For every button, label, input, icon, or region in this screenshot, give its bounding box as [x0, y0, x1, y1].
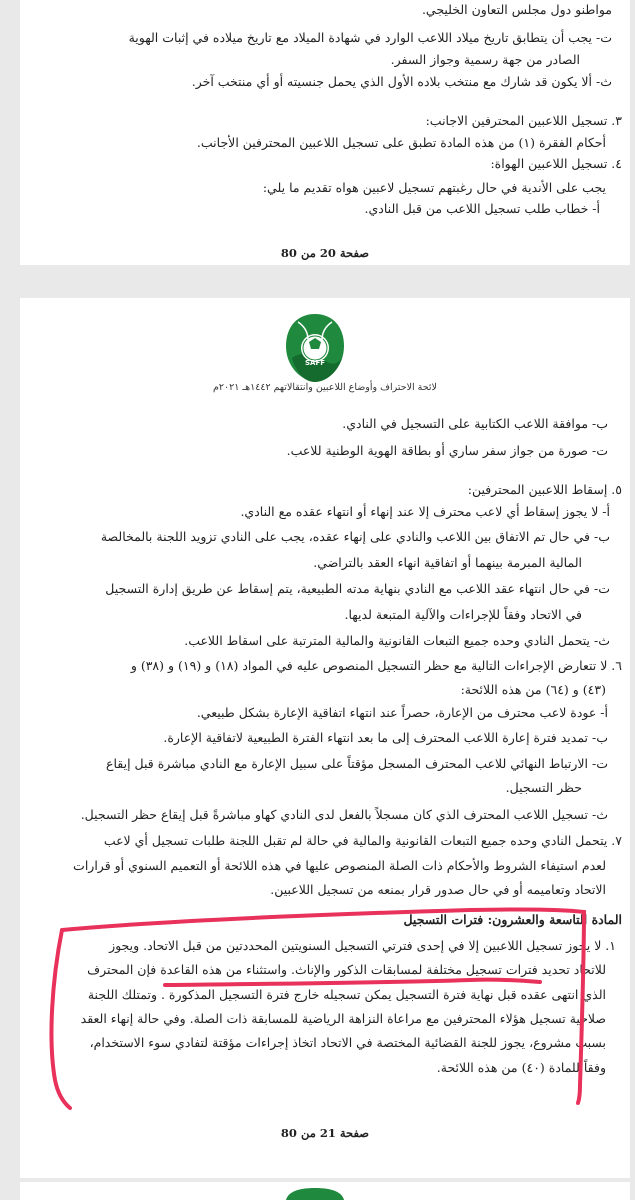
page-footer: صفحة 21 من 80	[280, 1126, 370, 1140]
section-heading: ٥. إسقاط اللاعبين المحترفين:	[467, 482, 622, 497]
text-line: بسبب مشروع، يجوز للجنة القضائية المختصة في الاتحاد اتخاذ إجراءات مؤقتة لتفادي سوء الاستخدام،	[89, 1035, 606, 1050]
text-line: يجب على الأندية في حال رغبتهم تسجيل لاعبين هواه تقديم ما يلي:	[262, 180, 606, 195]
text-line: لعدم استيفاء الشروط والأحكام ذات الصلة المنصوص عليها في هذه اللائحة أو التعميم السنوي أو قرارات	[73, 858, 606, 873]
text-line: ث- يتحمل النادي وحده جميع التبعات القانونية والمالية المترتبة على اسقاط اللاعب.	[184, 633, 610, 648]
text-line: أ- لا يجوز إسقاط أي لاعب محترف إلا عند إنهاء أو انتهاء عقده مع النادي.	[240, 504, 610, 519]
text-line: وفقاً للمادة (٤٠) من هذه اللائحة.	[436, 1060, 606, 1075]
text-line: في الاتحاد وفقاً للإجراءات والآلية المتبعة لديها.	[344, 607, 582, 622]
text-line: المالية المبرمة بينهما أو اتفاقية انهاء العقد بالتراضي.	[313, 555, 582, 570]
logo-text: SAFF	[304, 359, 326, 367]
text-line: ث- ألا يكون قد شارك مع منتخب بلاده الأول الذي يحمل جنسيته أو أي منتخب آخر.	[191, 74, 612, 89]
text-line: للاتحاد تحديد فترات تسجيل مختلفة لمسابقات الذكور والإناث. واستثناء من هذه القاعدة فإن المحترف	[87, 962, 606, 977]
text-line: ١. لا يجوز تسجيل اللاعبين إلا في إحدى فترتي التسجيل السنويتين المحددتين من قبل الاتحاد. ويجوز	[109, 938, 616, 953]
page-header-caption: لائحة الاحتراف وأوضاع اللاعبين وانتقالاتهم ١٤٤٢هـ ٢٠٢١م	[213, 382, 437, 393]
section-heading: ٤. تسجيل اللاعبين الهواة:	[490, 156, 622, 171]
text-line: ٦. لا تتعارض الإجراءات التالية مع حظر التسجيل المنصوص عليه في المواد (١٨) و (١٩) و (٣٨) و	[130, 658, 622, 673]
text-line: (٤٣) و (٦٤) من هذه اللائحة:	[460, 682, 606, 697]
article-heading: المادة التاسعة والعشرون: فترات التسجيل	[403, 912, 622, 927]
text-line: أحكام الفقرة (١) من هذه المادة تطبق على تسجيل اللاعبين المحترفين الأجانب.	[196, 135, 606, 150]
text-line: ب- تمديد فترة إعارة اللاعب المحترف إلى ما بعد انتهاء الفترة الطبيعية لاتفاقية الإعارة.	[163, 730, 608, 745]
document-page-20	[20, 0, 630, 265]
saff-logo-icon	[278, 1186, 352, 1200]
text-line: ب- موافقة اللاعب الكتابية على التسجيل في النادي.	[342, 416, 608, 431]
text-line: ت- الارتباط النهائي للاعب المحترف المسجل مؤقتاً على سبيل الإعارة مع النادي مباشرة قبل إيقاع	[106, 756, 608, 771]
text-line: ت- في حال انتهاء عقد اللاعب مع النادي بنهاية مدته الطبيعية، يتم إسقاط عن طريق إدارة التسجيل	[105, 581, 610, 596]
text-line: ت- يجب أن يتطابق تاريخ ميلاد اللاعب الوارد في شهادة الميلاد مع تاريخ ميلاده في إثبات الهوية	[128, 30, 612, 45]
document-page-21	[20, 298, 630, 1178]
text-line: الاتحاد وتعاميمه أو في حال صدور قرار بمنعه من تسجيل اللاعبين.	[270, 882, 606, 897]
text-line: ٧. يتحمل النادي وحده جميع التبعات القانونية والمالية في حالة لم تقبل اللجنة طلبات تسجيل أي لاعب	[103, 833, 622, 848]
text-line: ث- تسجيل اللاعب المحترف الذي كان مسجلاً بالفعل لدى النادي كهاو مباشرةً قبل إيقاع حظر التسجيل.	[80, 807, 608, 822]
text-line: الصادر من جهة رسمية وجواز السفر.	[390, 52, 580, 67]
text-line: صلاحية تسجيل هؤلاء المحترفين مع مراعاة النزاهة الرياضية للمسابقة ذات الصلة. وفي حالة إنهاء العقد	[80, 1011, 606, 1026]
text-line: الذي انتهى عقده قبل نهاية فترة التسجيل يمكن تسجيله خارج فترة التسجيل المذكورة . وتمتلك اللجنة	[87, 987, 606, 1002]
section-heading: ٣. تسجيل اللاعبين المحترفين الاجانب:	[425, 113, 622, 128]
text-line: أ- عودة لاعب محترف من الإعارة، حصراً عند انتهاء اتفاقية الإعارة بشكل طبيعي.	[196, 705, 608, 720]
text-line: ت- صورة من جواز سفر ساري أو بطاقة الهوية الوطنية للاعب.	[286, 443, 608, 458]
document-page-22-top	[20, 1182, 630, 1200]
text-line: حظر التسجيل.	[505, 780, 582, 795]
text-line: ب- في حال تم الاتفاق بين اللاعب والنادي على إنهاء عقده، يجب على النادي تزويد اللجنة بالمخالصة	[100, 529, 610, 544]
text-line: مواطنو دول مجلس التعاون الخليجي.	[421, 2, 612, 17]
saff-logo-icon	[278, 312, 352, 386]
page-footer: صفحة 20 من 80	[280, 246, 370, 260]
text-line: أ- خطاب طلب تسجيل اللاعب من قبل النادي.	[364, 201, 600, 216]
